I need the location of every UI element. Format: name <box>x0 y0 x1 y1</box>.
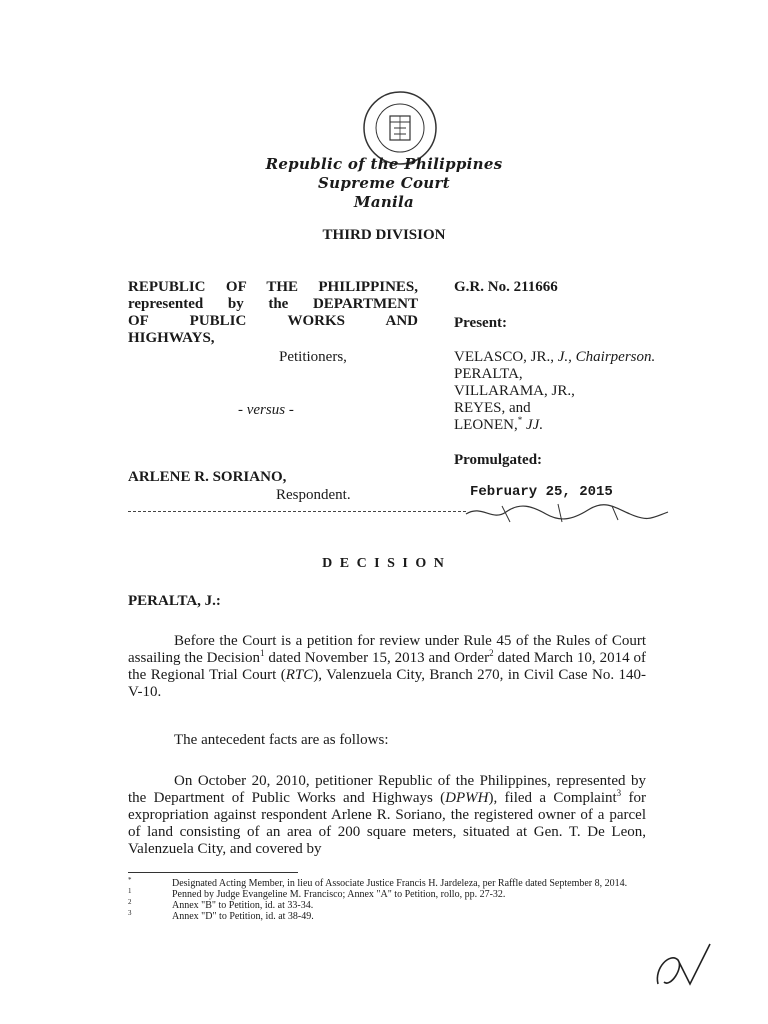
justice-member: VILLARAMA, JR., <box>454 383 575 399</box>
header-city: Manila <box>353 193 415 211</box>
decision-title: D E C I S I O N <box>322 556 446 571</box>
petitioner-line: represented by the DEPARTMENT <box>128 296 418 312</box>
justice-chairperson: VELASCO, JR., J., Chairperson. <box>454 349 656 365</box>
paragraph-2: The antecedent facts are as follows: <box>174 732 389 748</box>
paragraph-3: On October 20, 2010, petitioner Republic of the Philippines, represented by the Department of Public Works and Highways (DPWH), filed a Complaint$^3$ for expropriation against respondent Arlene R. Soriano, the registered owner of a parcel of land consisting of an area of 200 square meters, situated at Gen. T. De Leon, Valenzuela City, and covered by <box>128 773 646 857</box>
footnote: 2 Annex "B" to Petition, id. at 33-34. <box>128 898 314 911</box>
footnote-ref: 1 <box>259 648 265 658</box>
respondent-name: ARLENE R. SORIANO, <box>128 469 287 485</box>
respondent-role: Respondent. <box>276 487 351 503</box>
footnote-ref: * <box>517 415 523 425</box>
caption-divider <box>128 511 466 512</box>
footnote-divider <box>128 872 298 873</box>
gr-number: G.R. No. 211666 <box>454 279 558 295</box>
paragraph-1: Before the Court is a petition for review under Rule 45 of the Rules of Court assailing the Decision$^1$ dated November 15, 2013 and Order$^2$ dated March 10, 2014 of the Regional Trial Court (RTC), Valenzuela City, Branch 270, in Civil Case No. 140-V-10. <box>128 633 647 700</box>
footnote: * Designated Acting Member, in lieu of Associate Justice Francis H. Jardeleza, per Raffle dated September 8, 2014. <box>128 876 628 889</box>
footnote-ref: 2 <box>489 648 494 658</box>
promulgated-label: Promulgated: <box>454 452 543 468</box>
footnote: 1 Penned by Judge Evangeline M. Francisco; Annex "A" to Petition, rollo, pp. 27-32. <box>128 887 506 900</box>
versus-label: - versus - <box>238 402 294 418</box>
ponente: PERALTA, J.: <box>128 593 221 609</box>
footnote-ref: 3 <box>616 788 622 798</box>
initials-mark <box>650 938 720 994</box>
justice-member: PERALTA, <box>454 366 523 382</box>
petitioner-line: OF PUBLIC WORKS AND <box>128 313 418 329</box>
justice-member: LEONEN,* JJ. <box>454 415 544 433</box>
promulgated-date: February 25, 2015 <box>470 484 613 500</box>
division-heading: THIRD DIVISION <box>322 227 446 243</box>
header-court: Supreme Court <box>318 174 450 192</box>
petitioner-role: Petitioners, <box>279 349 347 365</box>
petitioner-line: REPUBLIC OF THE PHILIPPINES, <box>128 279 418 295</box>
justice-list <box>454 349 655 434</box>
justice-member: REYES, and <box>454 400 531 416</box>
footnote: 3 Annex "D" to Petition, id. at 38-49. <box>128 909 314 922</box>
header-republic: Republic of the Philippines <box>265 155 503 173</box>
signature-mark <box>462 500 672 526</box>
petitioner-line: HIGHWAYS, <box>128 330 215 346</box>
petitioner-block <box>128 279 418 347</box>
present-label: Present: <box>454 315 508 331</box>
footnotes <box>128 878 676 922</box>
